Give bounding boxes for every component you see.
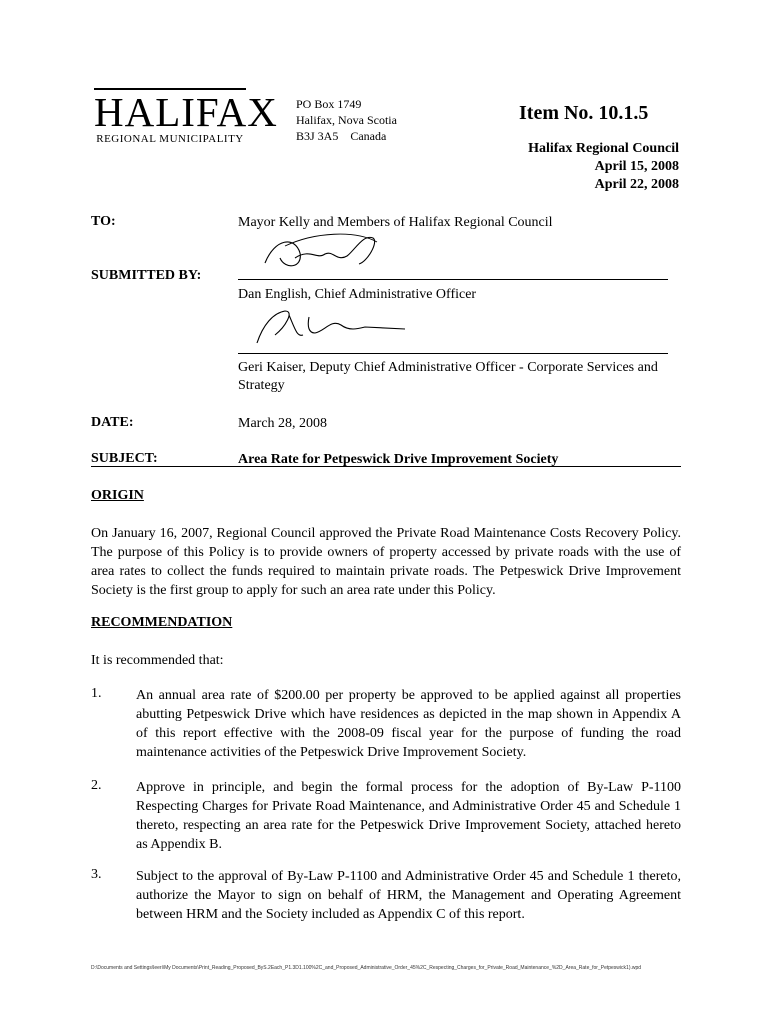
subject-label: SUBJECT: bbox=[91, 451, 158, 466]
item-3-number: 3. bbox=[91, 867, 102, 882]
signature-dan-english bbox=[255, 228, 385, 276]
mailing-address bbox=[296, 96, 397, 144]
signature-geri-kaiser bbox=[245, 305, 410, 350]
council-date-1: April 15, 2008 bbox=[594, 159, 679, 174]
signature-line-2 bbox=[238, 353, 668, 354]
file-path-footer: D:\Documents and Settings\leeri\My Documents\Print_Reading_Proposed_ByS.2Each_P1.3D1.100%2C_and_Proposed_Administrative_Order_45%2C_Respecting_Charges_for_Private_Road_Maintenance_%2D_Area_Rate_for_Petpeswick1).wpd bbox=[91, 965, 642, 971]
address-line-1: PO Box 1749 bbox=[296, 97, 362, 111]
item-2-number: 2. bbox=[91, 778, 102, 793]
logo-subtitle: REGIONAL MUNICIPALITY bbox=[96, 133, 244, 145]
submitted-by-label: SUBMITTED BY: bbox=[91, 268, 202, 283]
to-label: TO: bbox=[91, 214, 116, 229]
origin-heading: ORIGIN bbox=[91, 488, 144, 503]
date-label: DATE: bbox=[91, 415, 134, 430]
signature-line-1 bbox=[238, 279, 668, 280]
item-1-text: An annual area rate of $200.00 per property be approved to be applied against all properties abutting Petpeswick Drive which have residences as depicted in the map shown in Appendix A of this report effective with the 2008-09 fiscal year for the purpose of funding the road maintenance activities of the Petpeswick Drive Improvement Society. bbox=[136, 688, 681, 760]
recommendation-intro: It is recommended that: bbox=[91, 653, 224, 668]
item-1-number: 1. bbox=[91, 686, 102, 701]
item-number: Item No. 10.1.5 bbox=[519, 102, 649, 124]
council-date-2: April 22, 2008 bbox=[594, 177, 679, 192]
signer-1: Dan English, Chief Administrative Officer bbox=[238, 287, 477, 302]
date-value: March 28, 2008 bbox=[238, 416, 328, 431]
to-value: Mayor Kelly and Members of Halifax Regional Council bbox=[238, 215, 553, 230]
recommendation-heading: RECOMMENDATION bbox=[91, 615, 233, 630]
subject-value: Area Rate for Petpeswick Drive Improvement Society bbox=[238, 452, 559, 467]
address-line-2: Halifax, Nova Scotia bbox=[296, 113, 397, 127]
origin-paragraph: On January 16, 2007, Regional Council approved the Private Road Maintenance Costs Recovery Policy. The purpose of this Policy is to provide owners of property accessed by private roads with the use of area rates to collect the funds required to maintain private roads. The Petpeswick Drive Improvement Society is the first group to apply for such an area rate under this Policy. bbox=[91, 526, 681, 598]
hrm-logo bbox=[94, 88, 278, 146]
item-3-text: Subject to the approval of By-Law P-1100 and Administrative Order 45 and Schedule 1 thereto, authorize the Mayor to sign on behalf of HRM, the Management and Operating Agreement between HRM and the Society included as Appendix C of this report. bbox=[136, 869, 681, 922]
subject-rule bbox=[91, 466, 681, 467]
address-line-3: B3J 3A5 Canada bbox=[296, 129, 387, 143]
council-block bbox=[528, 140, 679, 194]
signer-2: Geri Kaiser, Deputy Chief Administrative Officer - Corporate Services and Strategy bbox=[238, 360, 658, 393]
item-2-text: Approve in principle, and begin the formal process for the adoption of By-Law P-1100 Respecting Charges for Private Road Maintenance, and Administrative Order 45 and Schedule 1 thereto, respecting an area rate for the Petpeswick Drive Improvement Society, attached hereto as Appendix B. bbox=[136, 780, 681, 852]
logo-wordmark: HALIFAX bbox=[94, 89, 278, 135]
council-name: Halifax Regional Council bbox=[528, 141, 679, 156]
